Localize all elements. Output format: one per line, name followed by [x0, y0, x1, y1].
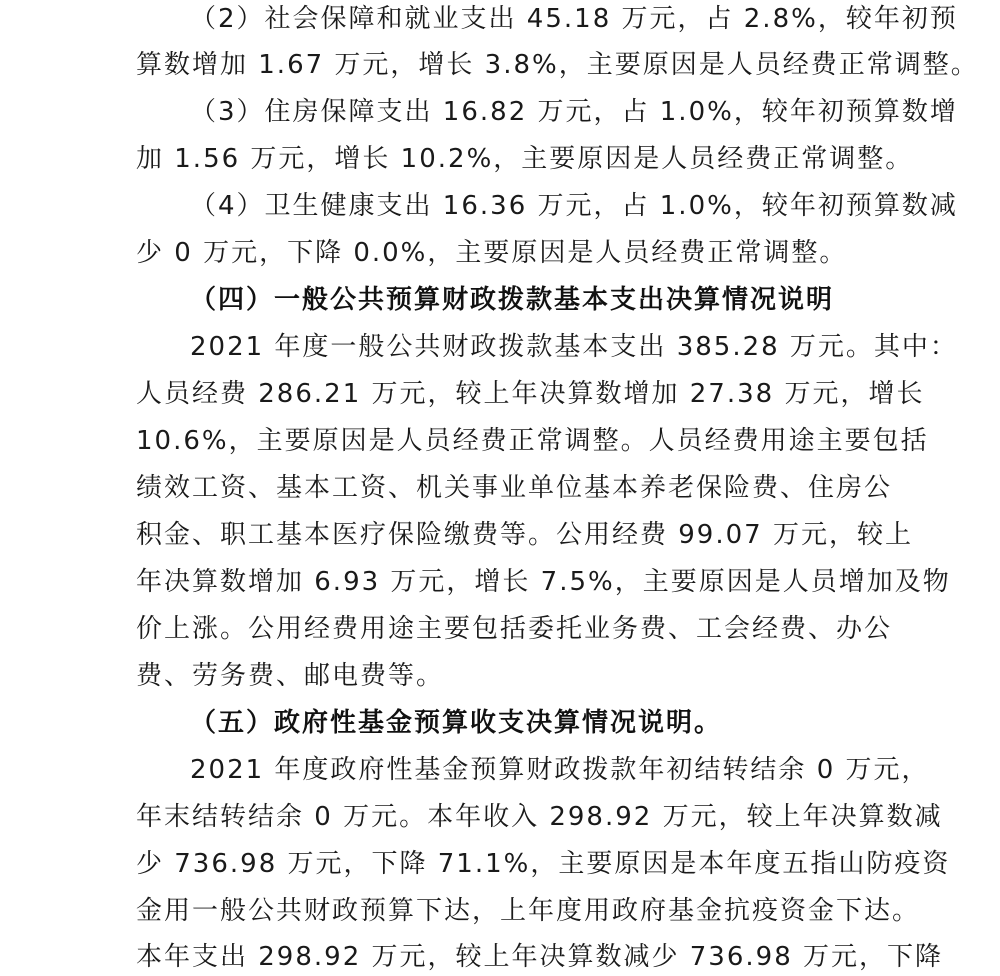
text-line: 算数增加 1.67 万元，增长 3.8%，主要原因是人员经费正常调整。	[136, 50, 979, 80]
text-line: 年决算数增加 6.93 万元，增长 7.5%，主要原因是人员增加及物	[136, 567, 951, 597]
text-line: 金用一般公共财政预算下达，上年度用政府基金抗疫资金下达。	[136, 896, 921, 926]
text-line: 人员经费 286.21 万元，较上年决算数增加 27.38 万元，增长	[136, 379, 925, 409]
text-line: （4）卫生健康支出 16.36 万元，占 1.0%，较年初预算数减	[190, 191, 958, 221]
text-line: （2）社会保障和就业支出 45.18 万元，占 2.8%，较年初预	[190, 4, 958, 34]
text-line: 积金、职工基本医疗保险缴费等。公用经费 99.07 万元，较上	[136, 520, 913, 550]
section-heading: （五）政府性基金预算收支决算情况说明。	[190, 708, 723, 738]
text-line: 本年支出 298.92 万元，较上年决算数减少 736.98 万元，下降	[136, 942, 944, 972]
text-line: 加 1.56 万元，增长 10.2%，主要原因是人员经费正常调整。	[136, 144, 914, 174]
section-heading: （四）一般公共预算财政拨款基本支出决算情况说明	[190, 285, 835, 315]
text-line: 少 736.98 万元，下降 71.1%，主要原因是本年度五指山防疫资	[136, 849, 951, 879]
text-line: 费、劳务费、邮电费等。	[136, 661, 445, 691]
text-line: 绩效工资、基本工资、机关事业单位基本养老保险费、住房公	[136, 473, 893, 503]
text-line: 2021 年度政府性基金预算财政拨款年初结转结余 0 万元，	[190, 755, 930, 785]
text-line: （3）住房保障支出 16.82 万元，占 1.0%，较年初预算数增	[190, 97, 958, 127]
text-line: 年末结转结余 0 万元。本年收入 298.92 万元，较上年决算数减	[136, 802, 943, 832]
text-line: 10.6%，主要原因是人员经费正常调整。人员经费用途主要包括	[136, 426, 929, 456]
text-line: 2021 年度一般公共财政拨款基本支出 385.28 万元。其中：	[190, 332, 958, 362]
text-line: 少 0 万元，下降 0.0%，主要原因是人员经费正常调整。	[136, 238, 848, 268]
text-line: 价上涨。公用经费用途主要包括委托业务费、工会经费、办公	[136, 614, 893, 644]
